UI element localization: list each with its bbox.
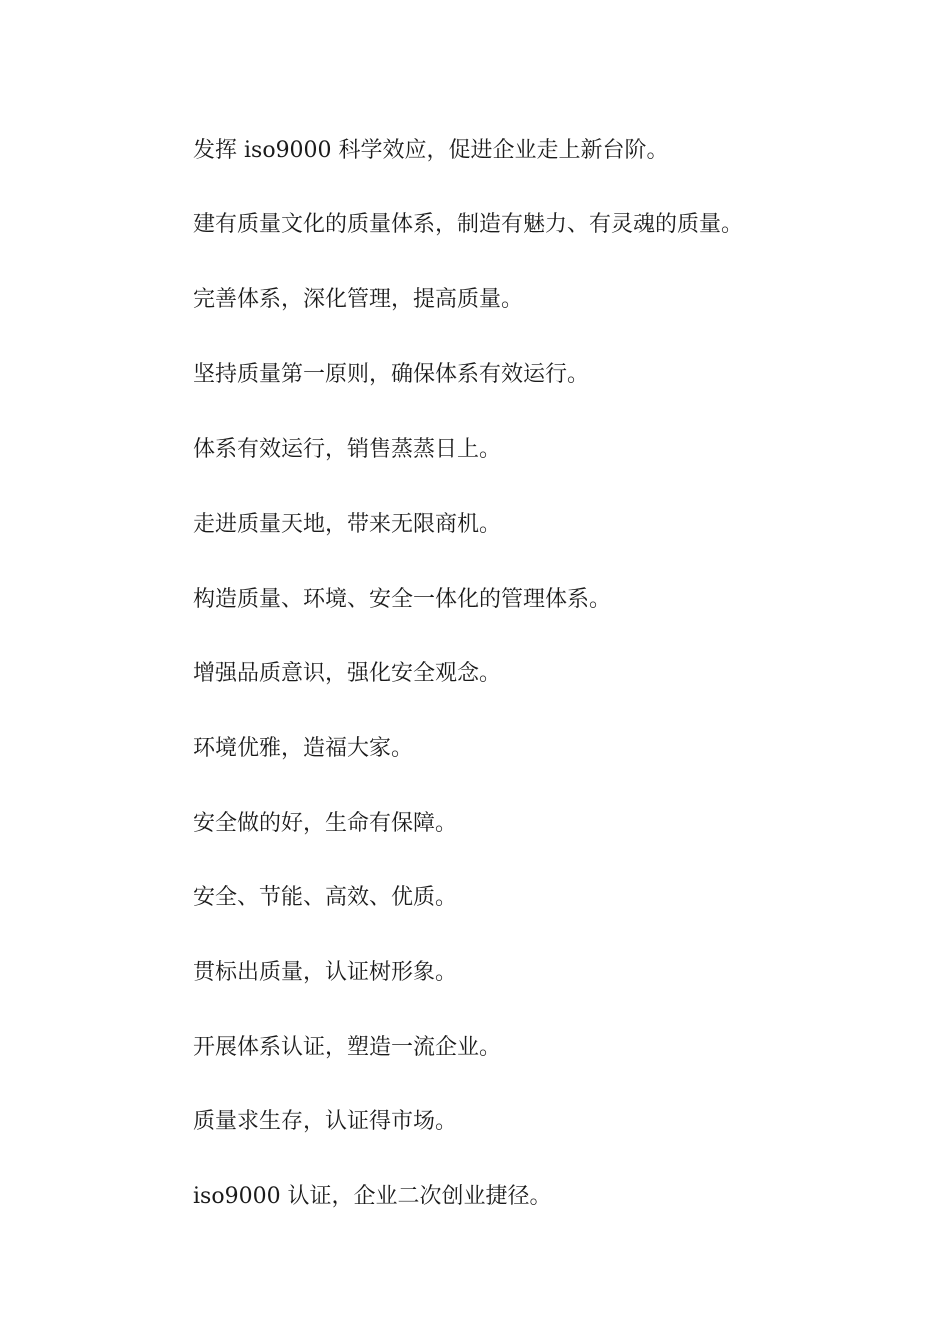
slogan-line: 建有质量文化的质量体系，制造有魅力、有灵魂的质量。 xyxy=(193,212,744,237)
slogan-line: 安全做的好，生命有保障。 xyxy=(193,811,458,836)
slogan-line: 发挥 iso9000 科学效应，促进企业走上新台阶。 xyxy=(193,138,669,163)
slogan-line: 体系有效运行，销售蒸蒸日上。 xyxy=(193,437,502,462)
slogan-line: 走进质量天地，带来无限商机。 xyxy=(193,512,502,537)
slogan-line: 坚持质量第一原则，确保体系有效运行。 xyxy=(193,362,590,387)
slogan-line: 贯标出质量，认证树形象。 xyxy=(193,960,458,985)
slogan-line: 安全、节能、高效、优质。 xyxy=(193,885,458,910)
slogan-line: 增强品质意识，强化安全观念。 xyxy=(193,661,502,686)
slogan-line: 质量求生存，认证得市场。 xyxy=(193,1109,458,1134)
slogan-line: 构造质量、环境、安全一体化的管理体系。 xyxy=(193,587,612,612)
slogan-line: iso9000 认证，企业二次创业捷径。 xyxy=(193,1184,552,1209)
slogan-line: 开展体系认证，塑造一流企业。 xyxy=(193,1035,502,1060)
slogan-line: 完善体系，深化管理，提高质量。 xyxy=(193,287,524,312)
slogan-line: 环境优雅，造福大家。 xyxy=(193,736,414,761)
